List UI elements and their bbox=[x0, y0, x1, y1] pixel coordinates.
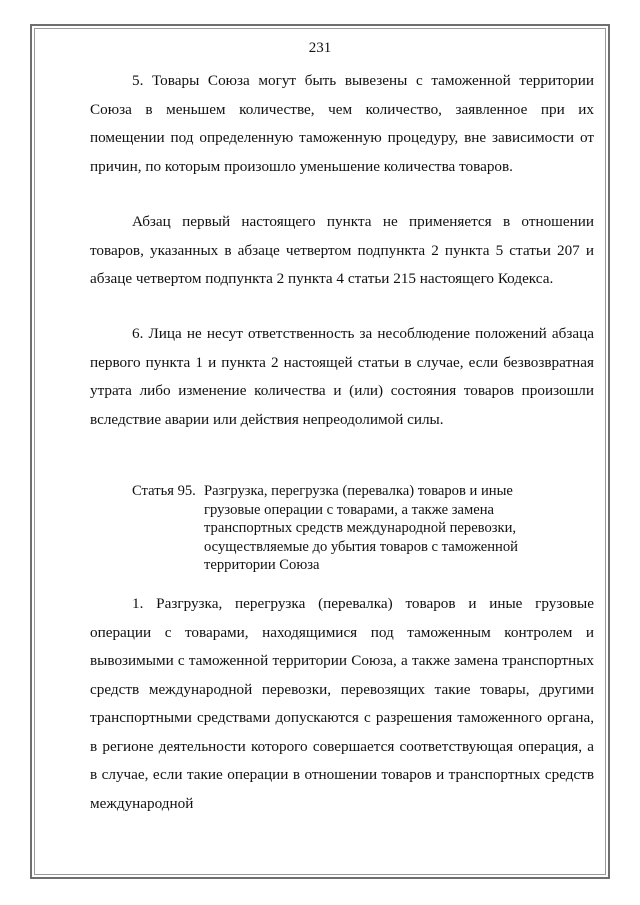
paragraph-item-5-exception: Абзац первый настоящего пункта не применяется в отношении товаров, указанных в абзаце четвертом подпункта 2 пункта 5 статьи 207 и абзаце четвертом подпункта 2 пункта 4 статьи 215 настоящего Кодекса. bbox=[90, 213, 594, 287]
article-title: Разгрузка, перегрузка (перевалка) товаров и иные грузовые операции с товарами, а также замена транспортных средств международной перевозки, осуществляемые до убытия товаров с таможенной территории Союза bbox=[204, 483, 518, 573]
page-number: 231 bbox=[308, 40, 332, 56]
paragraph-item-6: 6. Лица не несут ответственность за несоблюдение положений абзаца первого пункта 1 и пункта 2 настоящей статьи в случае, если безвозвратная утрата либо изменение количества и (или) состояния товаров произошли вследствие аварии или действия непреодолимой силы. bbox=[90, 325, 594, 428]
paragraph-article-95-item-1: 1. Разгрузка, перегрузка (перевалка) товаров и иные грузовые операции с товарами, находящимися под таможенным контролем и вывозимыми с таможенной территории Союза, а также замена транспортных средств международной перевозки, перевозящих такие товары, другими транспортными средствами допускаются с разрешения таможенного органа, в регионе деятельности которого совершается соответствующая операция, а в случае, если такие операции в отношении товаров и транспортных средств международной bbox=[90, 595, 594, 812]
paragraph-item-5: 5. Товары Союза могут быть вывезены с таможенной территории Союза в меньшем количестве, чем количество, заявленное при их помещении под определенную таможенную процедуру, вне зависимости от причин, по которым произошло уменьшение количества товаров. bbox=[90, 72, 594, 175]
article-heading bbox=[132, 482, 572, 575]
article-number: Статья 95. bbox=[132, 483, 196, 499]
